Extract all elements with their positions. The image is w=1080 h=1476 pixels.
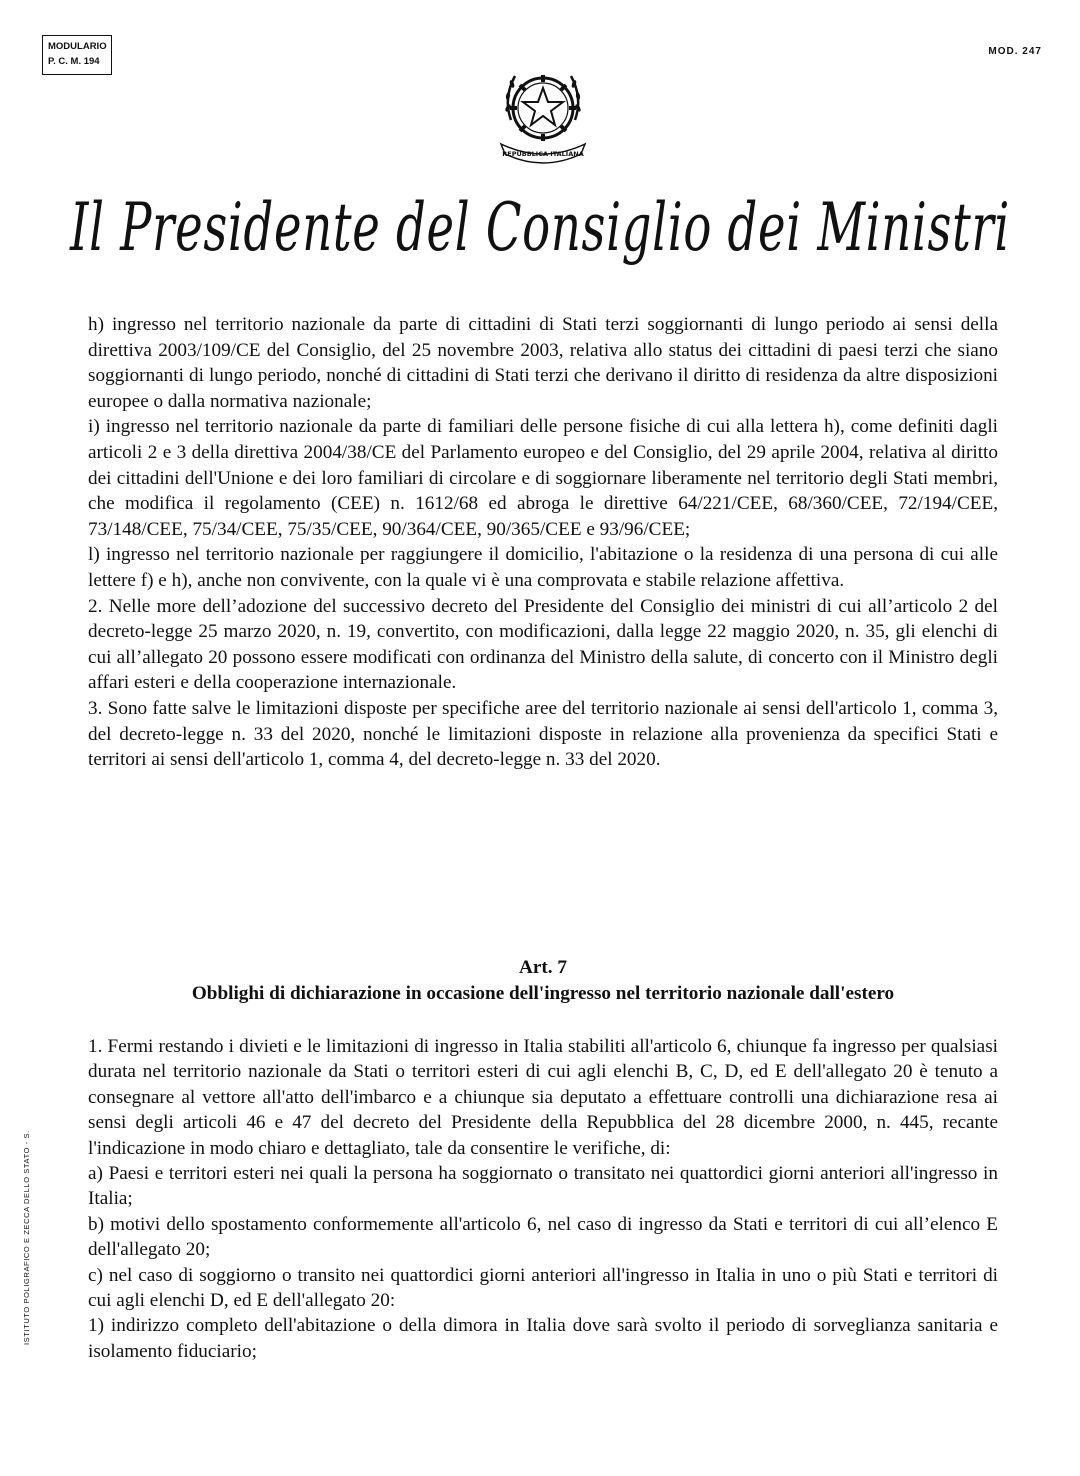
article-heading <box>88 955 998 1007</box>
article-body <box>88 1034 998 1364</box>
form-code-box <box>42 35 112 75</box>
paragraph-h: h) ingresso nel territorio nazionale da parte di cittadini di Stati terzi soggiornanti di lungo periodo ai sensi della direttiva 2003/109/CE del Consiglio, del 25 novembre 2003, relativa allo status dei cittadini di paesi terzi che siano soggiornanti di lungo periodo, nonché di cittadini di Stati terzi che derivano il diritto di residenza da altre disposizioni europee o dalla normativa nazionale; <box>88 314 998 412</box>
page-title <box>60 168 1020 298</box>
printer-side-note: ISTITUTO POLIGRAFICO E ZECCA DELLO STATO - S. <box>22 1130 31 1345</box>
mod-code: MOD. 247 <box>988 46 1042 57</box>
article-paragraph-b: b) motivi dello spostamento conformemente all'articolo 6, nel caso di ingresso da Stati e territori di cui all’elenco E dell'allegato 20; <box>88 1213 998 1261</box>
document-body <box>88 312 998 773</box>
page-title-text: Il Presidente del Consiglio dei Ministri <box>69 189 1011 266</box>
article-paragraph-a: a) Paesi e territori esteri nei quali la persona ha soggiornato o transitato nei quattordici giorni anteriori all'ingresso in Italia; <box>88 1163 998 1210</box>
form-code-line-1: MODULARIO <box>48 41 107 52</box>
paragraph-i: i) ingresso nel territorio nazionale da parte di familiari delle persone fisiche di cui alla lettera h), come definiti dagli articoli 2 e 3 della direttiva 2004/38/CE del Parlamento europeo e del Consiglio, del 29 aprile 2004, relativa al diritto dei cittadini dell'Unione e dei loro familiari di circolare e di soggiornare liberamente nel territorio degli Stati membri, che modifica il regolamento (CEE) n. 1612/68 ed abroga le direttive 64/221/CEE, 68/360/CEE, 72/194/CEE, 73/148/CEE, 75/34/CEE, 75/35/CEE, 90/364/CEE, 90/365/CEE e 93/96/CEE; <box>88 416 998 540</box>
article-paragraph-1: 1. Fermi restando i divieti e le limitazioni di ingresso in Italia stabiliti all'articolo 6, chiunque fa ingresso per qualsiasi durata nel territorio nazionale da Stati o territori esteri di cui agli elenchi B, C, D, ed E dell'allegato 20 è tenuto a consegnare al vettore all'atto dell'imbarco e a chiunque sia deputato a effettuare controlli una dichiarazione resa ai sensi degli articoli 46 e 47 del decreto del Presidente della Repubblica del 28 dicembre 2000, n. 445, recante l'indicazione in modo chiaro e dettagliato, tale da consentire le verifiche, di: <box>88 1036 998 1159</box>
emblem-ribbon-text: REPUBBLICA ITALIANA <box>502 150 584 158</box>
paragraph-2: 2. Nelle more dell’adozione del successivo decreto del Presidente del Consiglio dei ministri di cui all’articolo 2 del decreto-legge 25 marzo 2020, n. 19, convertito, con modificazioni, dalla legge 22 maggio 2020, n. 35, gli elenchi di cui all’allegato 20 possono essere modificati con ordinanza del Ministro della salute, di concerto con il Ministro degli affari esteri e della cooperazione internazionale. <box>88 595 998 694</box>
paragraph-l: l) ingresso nel territorio nazionale per raggiungere il domicilio, l'abitazione o la residenza di una persona di cui alle lettere f) e h), anche non convivente, con la quale vi è una comprovata e stabile relazione affettiva. <box>88 544 998 591</box>
emblem-icon <box>493 58 593 170</box>
form-code-line-2: P. C. M. 194 <box>48 56 100 67</box>
paragraph-3: 3. Sono fatte salve le limitazioni disposte per specifiche aree del territorio nazionale ai sensi dell'articolo 1, comma 3, del decreto-legge n. 33 del 2020, nonché le limitazioni disposte in relazione alla provenienza da specifici Stati e territori ai sensi dell'articolo 1, comma 4, del decreto-legge n. 33 del 2020. <box>88 697 998 771</box>
article-number: Art. 7 <box>519 957 567 978</box>
article-paragraph-c: c) nel caso di soggiorno o transito nei quattordici giorni anteriori all'ingresso in Italia in uno o più Stati e territori di cui agli elenchi D, ed E dell'allegato 20: <box>88 1264 998 1312</box>
article-paragraph-c1: 1) indirizzo completo dell'abitazione o della dimora in Italia dove sarà svolto il periodo di sorveglianza sanitaria e isolamento fiduciario; <box>88 1315 998 1362</box>
article-title: Obblighi di dichiarazione in occasione dell'ingresso nel territorio nazionale dall'estero <box>191 983 895 1004</box>
